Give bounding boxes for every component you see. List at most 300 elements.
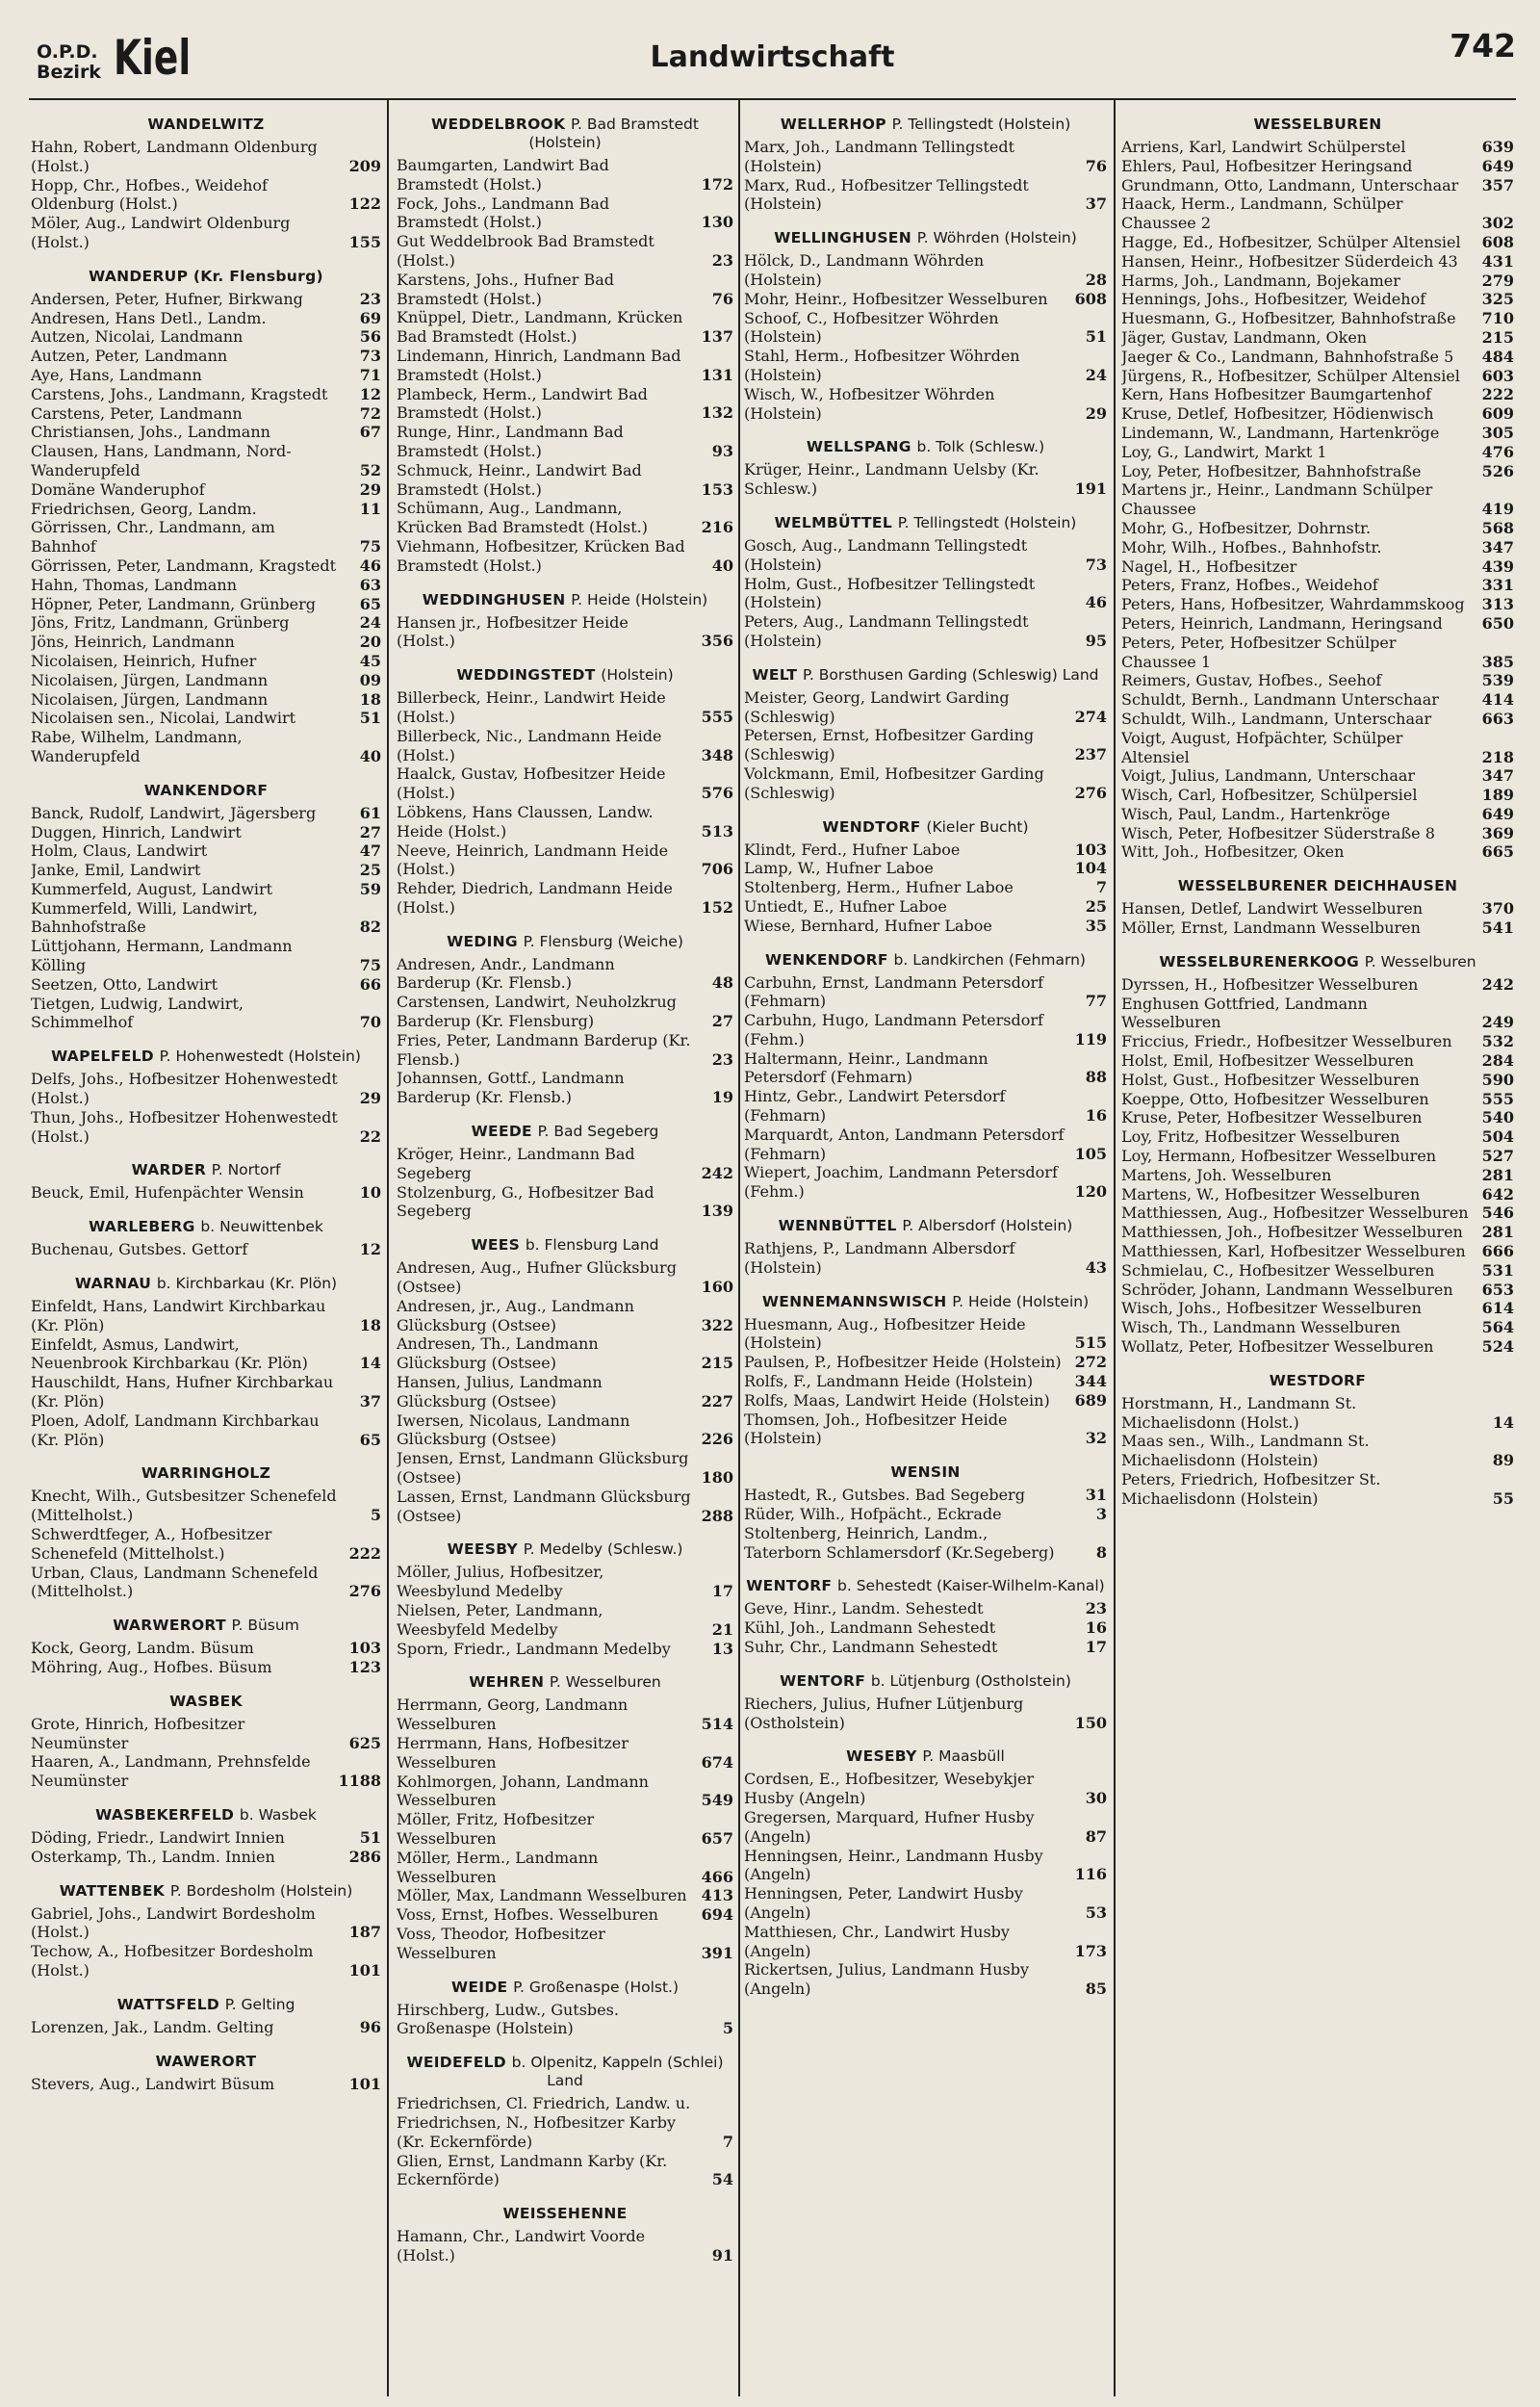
listing-text: Stoltenberg, Herm., Hufner Laboe: [744, 878, 1014, 897]
listing-entry: [744, 176, 1107, 215]
locality-name: WEIDE: [450, 1978, 508, 1996]
listing-entry: [744, 688, 1107, 727]
listing-entry: [744, 1391, 1107, 1411]
listing-entry: [31, 442, 381, 480]
listing-text: Lindemann, W., Landmann, Hartenkröge: [1121, 423, 1440, 442]
listing-entry: [1121, 290, 1514, 309]
listing-entry: [31, 576, 381, 595]
phone-number: 67: [359, 423, 381, 442]
listing-entry: [1121, 824, 1514, 843]
phone-number: 555: [1481, 1089, 1514, 1108]
phone-number: 24: [359, 613, 381, 633]
locality-name: WARRINGHOLZ: [141, 1464, 271, 1483]
locality-section: [31, 1980, 381, 2037]
listing-text: Reimers, Gustav, Hofbes., Seehof: [1121, 671, 1382, 690]
phone-number: 663: [1481, 709, 1514, 728]
locality-name: WELLINGHUSEN: [774, 229, 911, 247]
listing-text: Peters, Hans, Hofbesitzer, Wahrdammskoog: [1121, 595, 1465, 614]
phone-number: 7: [1095, 878, 1107, 897]
locality-name: WASBEK: [169, 1692, 243, 1710]
listing-text: Kruse, Detlef, Hofbesitzer, Hödienwisch: [1121, 404, 1434, 424]
listing-entry: [1121, 252, 1514, 272]
listing-entry: [397, 1449, 733, 1488]
listing-text: Loy, G., Landwirt, Markt 1: [1121, 442, 1327, 461]
listing-text: Autzen, Peter, Landmann: [31, 347, 228, 366]
locality-heading: [31, 100, 381, 138]
listing-entry: [1121, 462, 1514, 481]
phone-number: 152: [701, 897, 733, 917]
listing-entry: [397, 1563, 733, 1601]
phone-number: 281: [1481, 1223, 1514, 1242]
locality-heading: [31, 1867, 381, 1904]
listing-entry: [31, 880, 381, 899]
listing-text: Carbuhn, Ernst, Landmann Petersdorf (Fehmarn): [744, 972, 1044, 1011]
phone-number: 71: [359, 365, 381, 384]
phone-number: 69: [359, 308, 381, 327]
listing-entry: [1121, 671, 1514, 690]
phone-number: 344: [1074, 1372, 1107, 1391]
phone-number: 77: [1085, 992, 1107, 1011]
listing-text: Rüder, Wilh., Hofpächt., Eckrade: [744, 1505, 1002, 1524]
locality-name: WANKENDORF: [143, 781, 269, 799]
locality-heading: [31, 1259, 381, 1297]
locality-section: [744, 423, 1107, 499]
phone-number: 540: [1481, 1108, 1514, 1127]
listing-entry: [744, 1049, 1107, 1088]
phone-number: 242: [701, 1163, 733, 1182]
locality-section: [31, 100, 381, 252]
listing-text: Nicolaisen, Jürgen, Landmann: [31, 689, 269, 709]
locality-name: WARNAU: [74, 1275, 152, 1293]
phone-number: 65: [359, 1430, 381, 1449]
listing-text: Jäger, Gustav, Landmann, Oken: [1121, 327, 1368, 347]
listing-entry: [1121, 1204, 1514, 1223]
listing-text: Nielsen, Peter, Landmann, Weesbyfeld Medelby: [397, 1601, 603, 1639]
listing-text: Matthiessen, Aug., Hofbesitzer Wesselburen: [1121, 1204, 1469, 1223]
phone-number: 16: [1085, 1106, 1107, 1126]
locality-section: [744, 803, 1107, 936]
listing-text: Haalck, Gustav, Hofbesitzer Heide (Holst.): [397, 764, 666, 803]
phone-number: 710: [1481, 309, 1514, 328]
phone-number: 608: [1481, 232, 1514, 251]
phone-number: 122: [348, 194, 381, 214]
listing-text: Andresen, Andr., Landmann Barderup (Kr. Flensb.): [397, 954, 615, 993]
locality-name: WESSELBURENER DEICHHAUSEN: [1177, 877, 1458, 895]
listing-text: Matthiessen, Joh., Hofbesitzer Wesselburen: [1121, 1223, 1463, 1242]
phone-number: 189: [1481, 786, 1514, 805]
phone-number: 370: [1481, 899, 1514, 919]
listing-text: Gosch, Aug., Landmann Tellingstedt (Holstein): [744, 535, 1028, 574]
locality-name: WENKENDORF: [765, 950, 888, 969]
locality-postal-note: b. Lütjenburg (Ostholstein): [870, 1671, 1071, 1690]
listing-text: Sporn, Friedr., Landmann Medelby: [397, 1639, 671, 1658]
listing-entry: [744, 1695, 1107, 1733]
listing-text: Möller, Ernst, Landmann Wesselburen: [1121, 919, 1421, 938]
phone-number: 513: [701, 821, 733, 841]
phone-number: 46: [1085, 593, 1107, 612]
listing-entry: [397, 423, 733, 461]
listing-entry: [1121, 424, 1514, 443]
listing-text: Hauschildt, Hans, Hufner Kirchbarkau (Kr. Plön): [31, 1373, 334, 1411]
phone-number: 639: [1481, 138, 1514, 156]
listing-text: Grundmann, Otto, Landmann, Unterschaar: [1121, 175, 1459, 194]
listing-text: Lamp, W., Hufner Laboe: [744, 859, 934, 878]
listing-entry: [744, 841, 1107, 860]
phone-number: 27: [359, 822, 381, 841]
phone-number: 103: [348, 1639, 381, 1658]
listing-text: Seetzen, Otto, Landwirt: [31, 974, 218, 994]
listing-entry: [744, 1353, 1107, 1372]
phone-number: 249: [1481, 1013, 1514, 1032]
locality-heading: [31, 1203, 381, 1240]
listing-text: Gabriel, Johs., Landwirt Bordesholm (Holst.): [31, 1903, 316, 1942]
listing-text: Stoltenberg, Heinrich, Landm., Taterborn Schlamersdorf (Kr.Segeberg): [744, 1523, 1055, 1562]
listing-entry: [1121, 538, 1514, 557]
phone-number: 103: [1074, 840, 1107, 859]
listing-entry: [397, 2227, 733, 2265]
listing-entry: [1121, 1337, 1514, 1357]
phone-number: 19: [711, 1088, 733, 1107]
phone-number: 17: [1085, 1638, 1107, 1657]
phone-number: 666: [1481, 1242, 1514, 1261]
listing-text: Janke, Emil, Landwirt: [31, 861, 201, 880]
listing-text: Ploen, Adolf, Landmann Kirchbarkau (Kr. Plön): [31, 1411, 320, 1449]
directory-column-4: [1121, 100, 1514, 2401]
phone-number: 46: [359, 556, 381, 575]
phone-number: 527: [1481, 1147, 1514, 1166]
phone-number: 160: [701, 1278, 733, 1297]
listing-text: Herrmann, Georg, Landmann Wesselburen: [397, 1695, 629, 1734]
listing-text: Löbkens, Hans Claussen, Landw. Heide (Holst.): [397, 802, 654, 841]
locality-heading: [744, 214, 1107, 251]
phone-number: 305: [1481, 423, 1514, 442]
phone-number: 10: [359, 1183, 381, 1203]
listing-text: Osterkamp, Th., Landm. Innien: [31, 1847, 275, 1866]
listing-entry: [744, 1923, 1107, 1961]
phone-number: 356: [701, 632, 733, 651]
phone-number: 32: [1085, 1429, 1107, 1448]
listing-text: Jürgens, R., Hofbesitzer, Schülper Altensiel: [1121, 366, 1460, 385]
listing-text: Rolfs, Maas, Landwirt Heide (Holstein): [744, 1390, 1050, 1410]
locality-section: [31, 1791, 381, 1867]
phone-number: 694: [701, 1905, 733, 1925]
listing-text: Stahl, Herm., Hofbesitzer Wöhrden (Holstein): [744, 347, 1020, 384]
locality-postal-note: P. Büsum: [231, 1617, 299, 1635]
listing-text: Voigt, Julius, Landmann, Unterschaar: [1121, 766, 1416, 786]
listing-text: Rathjens, P., Landmann Albersdorf (Holstein): [744, 1239, 1015, 1277]
phone-number: 96: [359, 2017, 381, 2036]
listing-entry: [397, 1601, 733, 1640]
locality-heading: [744, 100, 1107, 138]
phone-number: 603: [1481, 366, 1514, 385]
locality-heading: [31, 1032, 381, 1070]
phone-number: 609: [1481, 404, 1514, 424]
phone-number: 657: [701, 1828, 733, 1848]
locality-heading: [744, 1202, 1107, 1239]
phone-number: 54: [711, 2170, 733, 2189]
listing-entry: [1121, 194, 1514, 233]
listing-entry: [31, 1848, 381, 1867]
locality-section: [744, 651, 1107, 803]
listing-text: Untiedt, E., Hufner Laboe: [744, 896, 947, 916]
listing-entry: [397, 1069, 733, 1107]
locality-postal-note: b. Neuwittenbek: [200, 1218, 323, 1236]
locality-name: WELT: [752, 665, 798, 684]
locality-heading: [31, 1601, 381, 1639]
listing-entry: [744, 460, 1107, 499]
listing-entry: [31, 138, 381, 176]
listing-text: Jöns, Heinrich, Landmann: [31, 633, 235, 652]
locality-section: [31, 1449, 381, 1601]
listing-text: Viehmann, Hofbesitzer, Krücken Bad Bramstedt (Holst.): [397, 536, 685, 575]
listing-text: Peters, Friedrich, Hofbesitzer St. Michaelisdonn (Holstein): [1121, 1470, 1381, 1508]
listing-entry: [31, 1525, 381, 1564]
phone-number: 119: [1074, 1029, 1107, 1048]
listing-text: Haltermann, Heinr., Landmann Petersdorf (Fehmarn): [744, 1048, 988, 1087]
locality-postal-note: b. Sehestedt (Kaiser-Wilhelm-Kanal): [837, 1577, 1105, 1595]
locality-postal-note: b. Landkirchen (Fehmarn): [893, 950, 1086, 969]
listing-entry: [744, 138, 1107, 176]
listing-entry: [31, 366, 381, 385]
listing-entry: [744, 575, 1107, 613]
locality-heading: [397, 1525, 733, 1563]
listing-entry: [397, 727, 733, 765]
locality-postal-note: (Holstein): [601, 666, 674, 685]
listing-text: Krüger, Heinr., Landmann Uelsby (Kr. Schlesw.): [744, 460, 1040, 499]
listing-text: Carstens, Johs., Landmann, Kragstedt: [31, 384, 328, 403]
listing-entry: [1121, 138, 1514, 157]
locality-name: WAPELFELD: [51, 1048, 154, 1066]
listing-entry: [397, 1886, 733, 1905]
column-divider: [387, 100, 389, 2396]
locality-heading: [744, 1732, 1107, 1770]
listing-text: Fries, Peter, Landmann Barderup (Kr. Flensb.): [397, 1030, 691, 1069]
listing-text: Hennings, Johs., Hofbesitzer, Weidehof: [1121, 290, 1426, 309]
phone-number: 53: [1085, 1902, 1107, 1922]
locality-name: WENSIN: [890, 1463, 961, 1482]
listing-entry: [31, 652, 381, 671]
listing-entry: [1121, 805, 1514, 824]
phone-number: 608: [1074, 289, 1107, 308]
listing-text: Friedrichsen, Georg, Landm.: [31, 499, 257, 518]
phone-number: 614: [1481, 1299, 1514, 1318]
phone-number: 549: [701, 1791, 733, 1810]
listing-text: Gut Weddelbrook Bad Bramstedt (Holst.): [397, 232, 654, 270]
listing-text: Hirschberg, Ludw., Gutsbes. Großenaspe (Holstein): [397, 2000, 619, 2038]
phone-number: 216: [701, 518, 733, 537]
phone-number: 227: [701, 1391, 733, 1411]
locality-section: [397, 918, 733, 1107]
locality-name: WAWERORT: [155, 2052, 257, 2070]
locality-heading: [397, 2038, 733, 2094]
phone-number: 8: [1095, 1542, 1107, 1562]
listing-text: Lorenzen, Jak., Landm. Gelting: [31, 2017, 274, 2036]
phone-number: 514: [701, 1715, 733, 1734]
listing-text: Kruse, Peter, Hofbesitzer Wesselburen: [1121, 1108, 1423, 1127]
locality-heading: [31, 1791, 381, 1828]
locality-section: [31, 252, 381, 766]
listing-entry: [1121, 1299, 1514, 1318]
listing-entry: [31, 937, 381, 975]
listing-text: Holm, Claus, Landwirt: [31, 841, 208, 861]
listing-text: Kern, Hans Hofbesitzer Baumgartenhof: [1121, 385, 1432, 404]
locality-postal-note: P. Medelby (Schlesw.): [523, 1540, 683, 1559]
listing-entry: [1121, 899, 1514, 919]
listing-entry: [397, 2152, 733, 2190]
locality-heading: [744, 936, 1107, 973]
listing-entry: [397, 955, 733, 994]
opd-label: O.P.D.: [37, 41, 98, 63]
locality-section: [31, 766, 381, 1033]
listing-text: Kummerfeld, Willi, Landwirt, Bahnhofstraße: [31, 898, 258, 937]
locality-section: [31, 2037, 381, 2094]
phone-number: 191: [1074, 479, 1107, 499]
listing-text: Görrissen, Peter, Landmann, Kragstedt: [31, 556, 337, 575]
locality-section: [744, 936, 1107, 1203]
phone-number: 215: [701, 1354, 733, 1373]
locality-section: [31, 1146, 381, 1203]
listing-text: Maas sen., Wilh., Landmann St. Michaelisdonn (Holstein): [1121, 1432, 1370, 1470]
locality-heading: [397, 1963, 733, 2001]
listing-text: Beuck, Emil, Hufenpächter Wensin: [31, 1183, 304, 1203]
listing-text: Peters, Peter, Hofbesitzer Schülper Chaussee 1: [1121, 633, 1397, 671]
listing-text: Huesmann, Aug., Hofbesitzer Heide (Holstein): [744, 1314, 1026, 1353]
listing-entry: [744, 917, 1107, 936]
listing-text: Domäne Wanderuphof: [31, 479, 205, 499]
city-name: Kiel: [114, 30, 192, 86]
locality-heading: [397, 576, 733, 613]
phone-number: 369: [1481, 823, 1514, 842]
listing-entry: [397, 1373, 733, 1411]
phone-number: 91: [711, 2245, 733, 2265]
listing-entry: [1121, 233, 1514, 252]
listing-text: Wisch, W., Hofbesitzer Wöhrden (Holstein): [744, 384, 995, 423]
listing-entry: [31, 1335, 381, 1374]
listing-text: Fock, Johs., Landmann Bad Bramstedt (Holst.): [397, 194, 610, 232]
listing-text: Wisch, Paul, Landm., Hartenkröge: [1121, 804, 1391, 823]
phone-number: 24: [1085, 365, 1107, 384]
phone-number: 51: [1085, 327, 1107, 347]
listing-text: Carstensen, Landwirt, Neuholzkrug Barderup (Kr. Flensburg): [397, 993, 677, 1031]
phone-number: 385: [1481, 652, 1514, 671]
locality-name: WANDERUP (Kr. Flensburg): [89, 267, 323, 285]
phone-number: 322: [701, 1315, 733, 1334]
locality-postal-note: P. Nortorf: [211, 1161, 281, 1179]
listing-entry: [744, 726, 1107, 764]
listing-text: Peters, Heinrich, Landmann, Heringsand: [1121, 613, 1443, 633]
phone-number: 706: [701, 860, 733, 879]
listing-entry: [31, 385, 381, 404]
listing-text: Cordsen, E., Hofbesitzer, Wesebykjer Husby (Angeln): [744, 1770, 1035, 1808]
phone-number: 649: [1481, 156, 1514, 175]
phone-number: 281: [1481, 1165, 1514, 1184]
listing-text: Billerbeck, Heinr., Landwirt Heide (Holst.): [397, 688, 666, 726]
phone-number: 13: [711, 1639, 733, 1658]
listing-entry: [397, 347, 733, 385]
phone-number: 37: [1085, 194, 1107, 214]
listing-text: Clausen, Hans, Landmann, Nord-Wanderupfeld: [31, 442, 292, 479]
listing-entry: [744, 1770, 1107, 1808]
phone-number: 180: [701, 1468, 733, 1488]
phone-number: 43: [1085, 1257, 1107, 1277]
phone-number: 357: [1481, 175, 1514, 194]
listing-entry: [397, 461, 733, 500]
listing-text: Harms, Joh., Landmann, Bojekamer: [1121, 271, 1400, 290]
phone-number: 28: [1085, 270, 1107, 289]
listing-entry: [31, 728, 381, 766]
listing-text: Carstens, Peter, Landmann: [31, 403, 243, 423]
phone-number: 116: [1074, 1865, 1107, 1884]
phone-number: 130: [701, 213, 733, 232]
phone-number: 439: [1481, 556, 1514, 576]
listing-text: Loy, Peter, Hofbesitzer, Bahnhofstraße: [1121, 461, 1422, 480]
phone-number: 18: [359, 1315, 381, 1334]
listing-entry: [744, 1372, 1107, 1391]
listing-entry: [397, 1695, 733, 1734]
listing-text: Mohr, G., Hofbesitzer, Dohrnstr.: [1121, 518, 1372, 537]
listing-text: Iwersen, Nicolaus, Landmann Glücksburg (Ostsee): [397, 1411, 630, 1449]
locality-section: [397, 1658, 733, 1962]
listing-entry: [1121, 1051, 1514, 1071]
listing-text: Stolzenburg, G., Hofbesitzer Bad Segeberg: [397, 1182, 654, 1221]
listing-entry: [397, 1258, 733, 1297]
phone-number: 95: [1085, 631, 1107, 650]
phone-number: 35: [1085, 916, 1107, 935]
listing-entry: [397, 613, 733, 652]
listing-entry: [1121, 919, 1514, 938]
phone-number: 101: [348, 2074, 381, 2093]
listing-text: Loy, Fritz, Hofbesitzer Wesselburen: [1121, 1127, 1400, 1147]
listing-text: Nagel, H., Hofbesitzer: [1121, 556, 1297, 576]
locality-section: [744, 1562, 1107, 1656]
directory-column-1: [31, 100, 381, 2401]
listing-entry: [397, 1145, 733, 1183]
listing-entry: [1121, 157, 1514, 176]
listing-entry: [1121, 1147, 1514, 1166]
listing-entry: [31, 309, 381, 328]
phone-number: 85: [1085, 1980, 1107, 1999]
phone-number: 419: [1481, 500, 1514, 519]
listing-text: Henningsen, Heinr., Landmann Husby (Angeln): [744, 1846, 1043, 1884]
listing-entry: [31, 613, 381, 633]
listing-entry: [1121, 1223, 1514, 1242]
locality-heading: [31, 2037, 381, 2075]
phone-number: 131: [701, 365, 733, 384]
listing-text: Kohlmorgen, Johann, Landmann Wesselburen: [397, 1772, 649, 1810]
listing-text: Voss, Theodor, Hofbesitzer Wesselburen: [397, 1924, 605, 1962]
listing-entry: [31, 480, 381, 500]
locality-postal-note: b. Tolk (Schlesw.): [916, 438, 1045, 456]
listing-entry: [31, 327, 381, 347]
listing-text: Hastedt, R., Gutsbes. Bad Segeberg: [744, 1486, 1025, 1505]
phone-number: 541: [1481, 919, 1514, 938]
locality-name: WENNEMANNSWISCH: [761, 1292, 947, 1310]
listing-entry: [31, 1715, 381, 1753]
locality-name: WESTDORF: [1269, 1371, 1367, 1389]
listing-entry: [397, 803, 733, 841]
locality-section: [31, 1032, 381, 1146]
listing-text: Holst, Emil, Hofbesitzer Wesselburen: [1121, 1051, 1414, 1071]
locality-postal-note: b. Flensburg Land: [525, 1236, 659, 1255]
listing-entry: [31, 1373, 381, 1411]
phone-number: 476: [1481, 442, 1514, 461]
locality-section: [1121, 938, 1514, 1357]
phone-number: 689: [1074, 1390, 1107, 1410]
phone-number: 347: [1481, 537, 1514, 556]
listing-entry: [31, 823, 381, 842]
phone-number: 288: [701, 1506, 733, 1525]
phone-number: 650: [1481, 613, 1514, 633]
